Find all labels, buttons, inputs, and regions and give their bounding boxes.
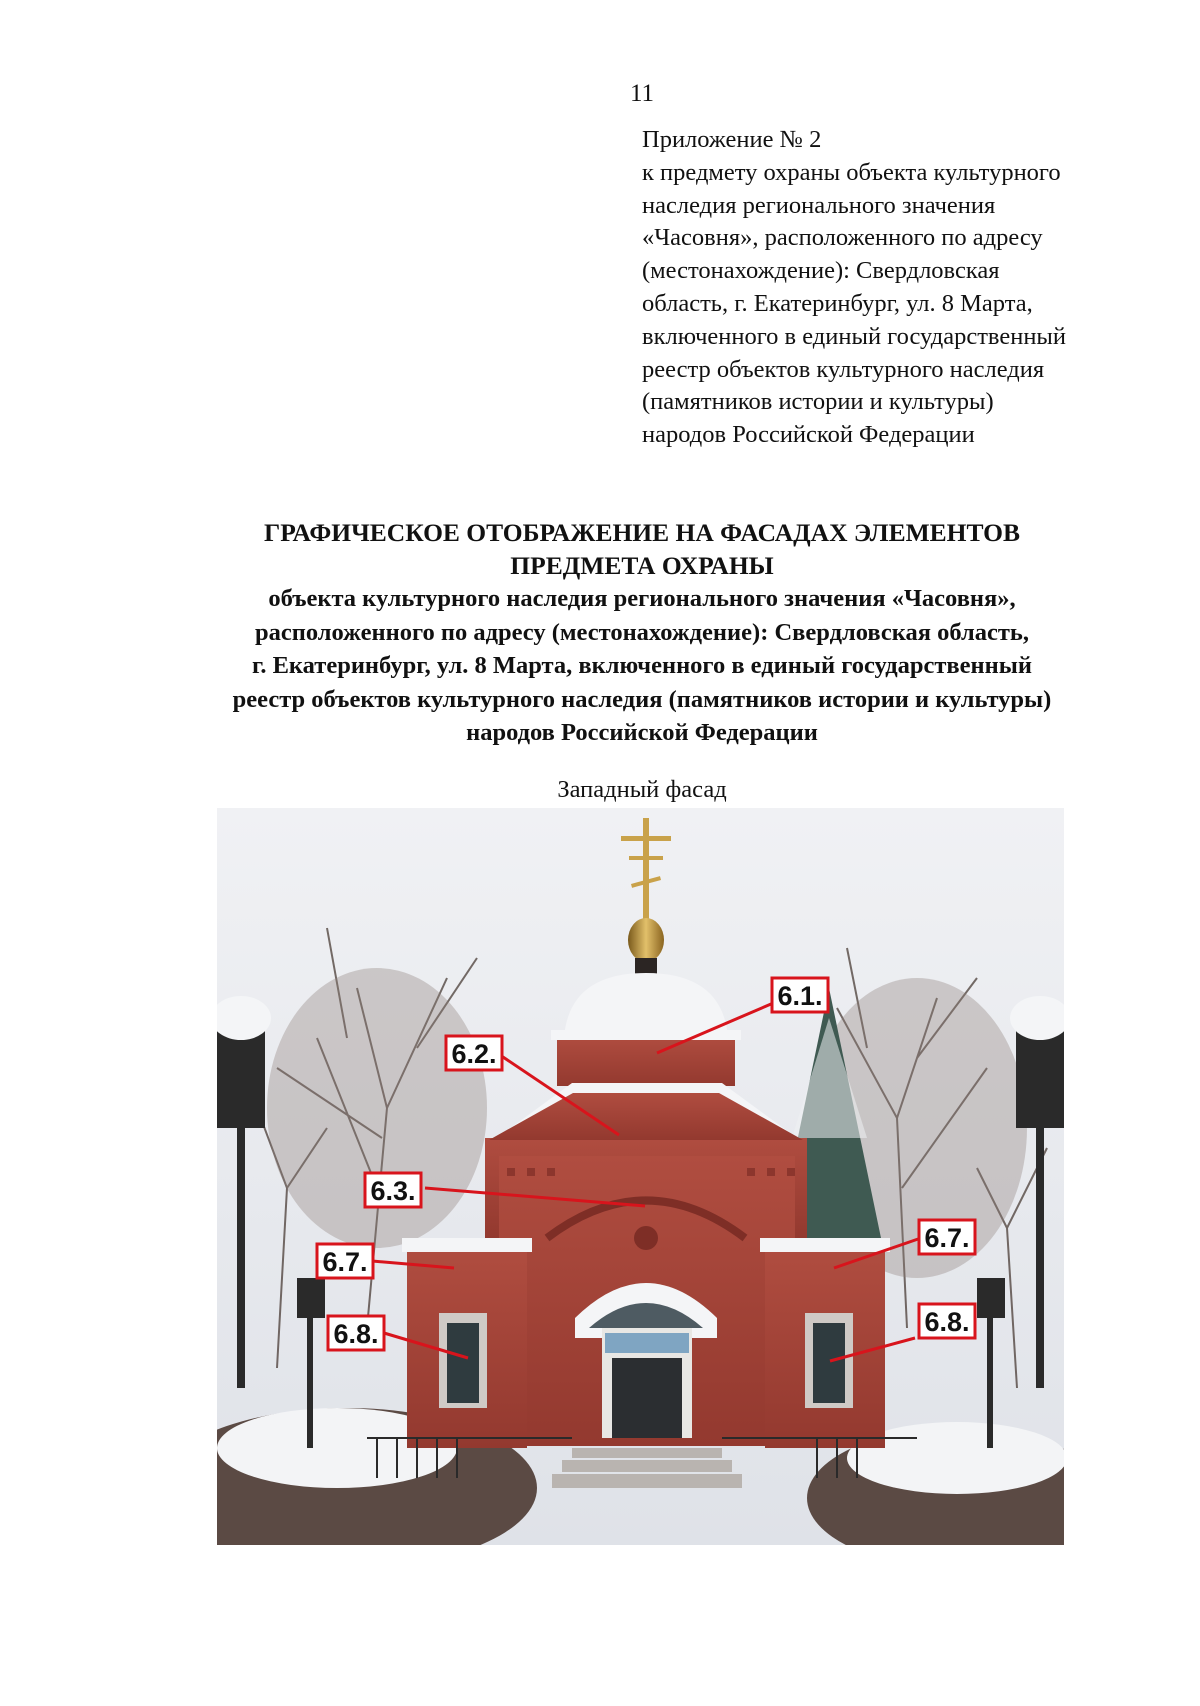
marker-6-2 bbox=[446, 1036, 502, 1070]
appendix-line: реестр объектов культурного наследия bbox=[642, 355, 1045, 383]
marker-6-8-left bbox=[328, 1316, 384, 1350]
title-line: ГРАФИЧЕСКОЕ ОТОБРАЖЕНИЕ НА ФАСАДАХ ЭЛЕМЕНТОВ bbox=[264, 518, 1020, 547]
appendix-line: к предмету охраны объекта культурного bbox=[642, 158, 1061, 186]
chapel-photo bbox=[217, 808, 1064, 1545]
subtitle-line: реестр объектов культурного наследия (памятников истории и культуры) bbox=[232, 685, 1052, 713]
marker-6-7-left bbox=[317, 1244, 373, 1278]
marker-6-3 bbox=[365, 1173, 421, 1207]
marker-6-8-right bbox=[919, 1304, 975, 1338]
appendix-line: (местонахождение): Свердловская bbox=[642, 257, 1000, 285]
entrance-steps bbox=[552, 1448, 742, 1488]
subtitle-line: расположенного по адресу (местонахождение): Свердловская область, bbox=[254, 618, 1030, 646]
subtitle-line: объекта культурного наследия регионального значения «Часовня», bbox=[268, 585, 1016, 612]
title-line: ПРЕДМЕТА ОХРАНЫ bbox=[510, 551, 774, 580]
facade-caption: Западный фасад bbox=[557, 776, 727, 803]
page-number: 11 bbox=[629, 80, 655, 107]
marker-label: 6.7. bbox=[924, 1223, 970, 1253]
marker-label: 6.1. bbox=[777, 981, 823, 1011]
appendix-line: наследия регионального значения bbox=[642, 191, 996, 219]
subtitle-line: г. Екатеринбург, ул. 8 Марта, включенного в единый государственный bbox=[251, 652, 1033, 680]
appendix-line: включенного в единый государственный bbox=[642, 322, 1067, 350]
appendix-note bbox=[642, 124, 1182, 452]
marker-6-1 bbox=[772, 978, 828, 1012]
marker-label: 6.7. bbox=[322, 1247, 368, 1277]
chapel-photo-illustration bbox=[217, 808, 1064, 1545]
marker-label: 6.8. bbox=[333, 1319, 379, 1349]
appendix-line: Приложение № 2 bbox=[642, 126, 822, 153]
marker-6-7-right bbox=[919, 1220, 975, 1254]
subtitle-line: народов Российской Федерации bbox=[466, 719, 818, 747]
appendix-line: область, г. Екатеринбург, ул. 8 Марта, bbox=[642, 289, 1033, 317]
appendix-line: «Часовня», расположенного по адресу bbox=[642, 224, 1043, 252]
drum bbox=[551, 1030, 741, 1086]
appendix-line: (памятников истории и культуры) bbox=[642, 388, 994, 416]
marker-label: 6.8. bbox=[924, 1307, 970, 1337]
document-title bbox=[0, 516, 1200, 750]
marker-label: 6.3. bbox=[370, 1176, 416, 1206]
marker-label: 6.2. bbox=[451, 1039, 497, 1069]
appendix-line: народов Российской Федерации bbox=[642, 421, 975, 449]
